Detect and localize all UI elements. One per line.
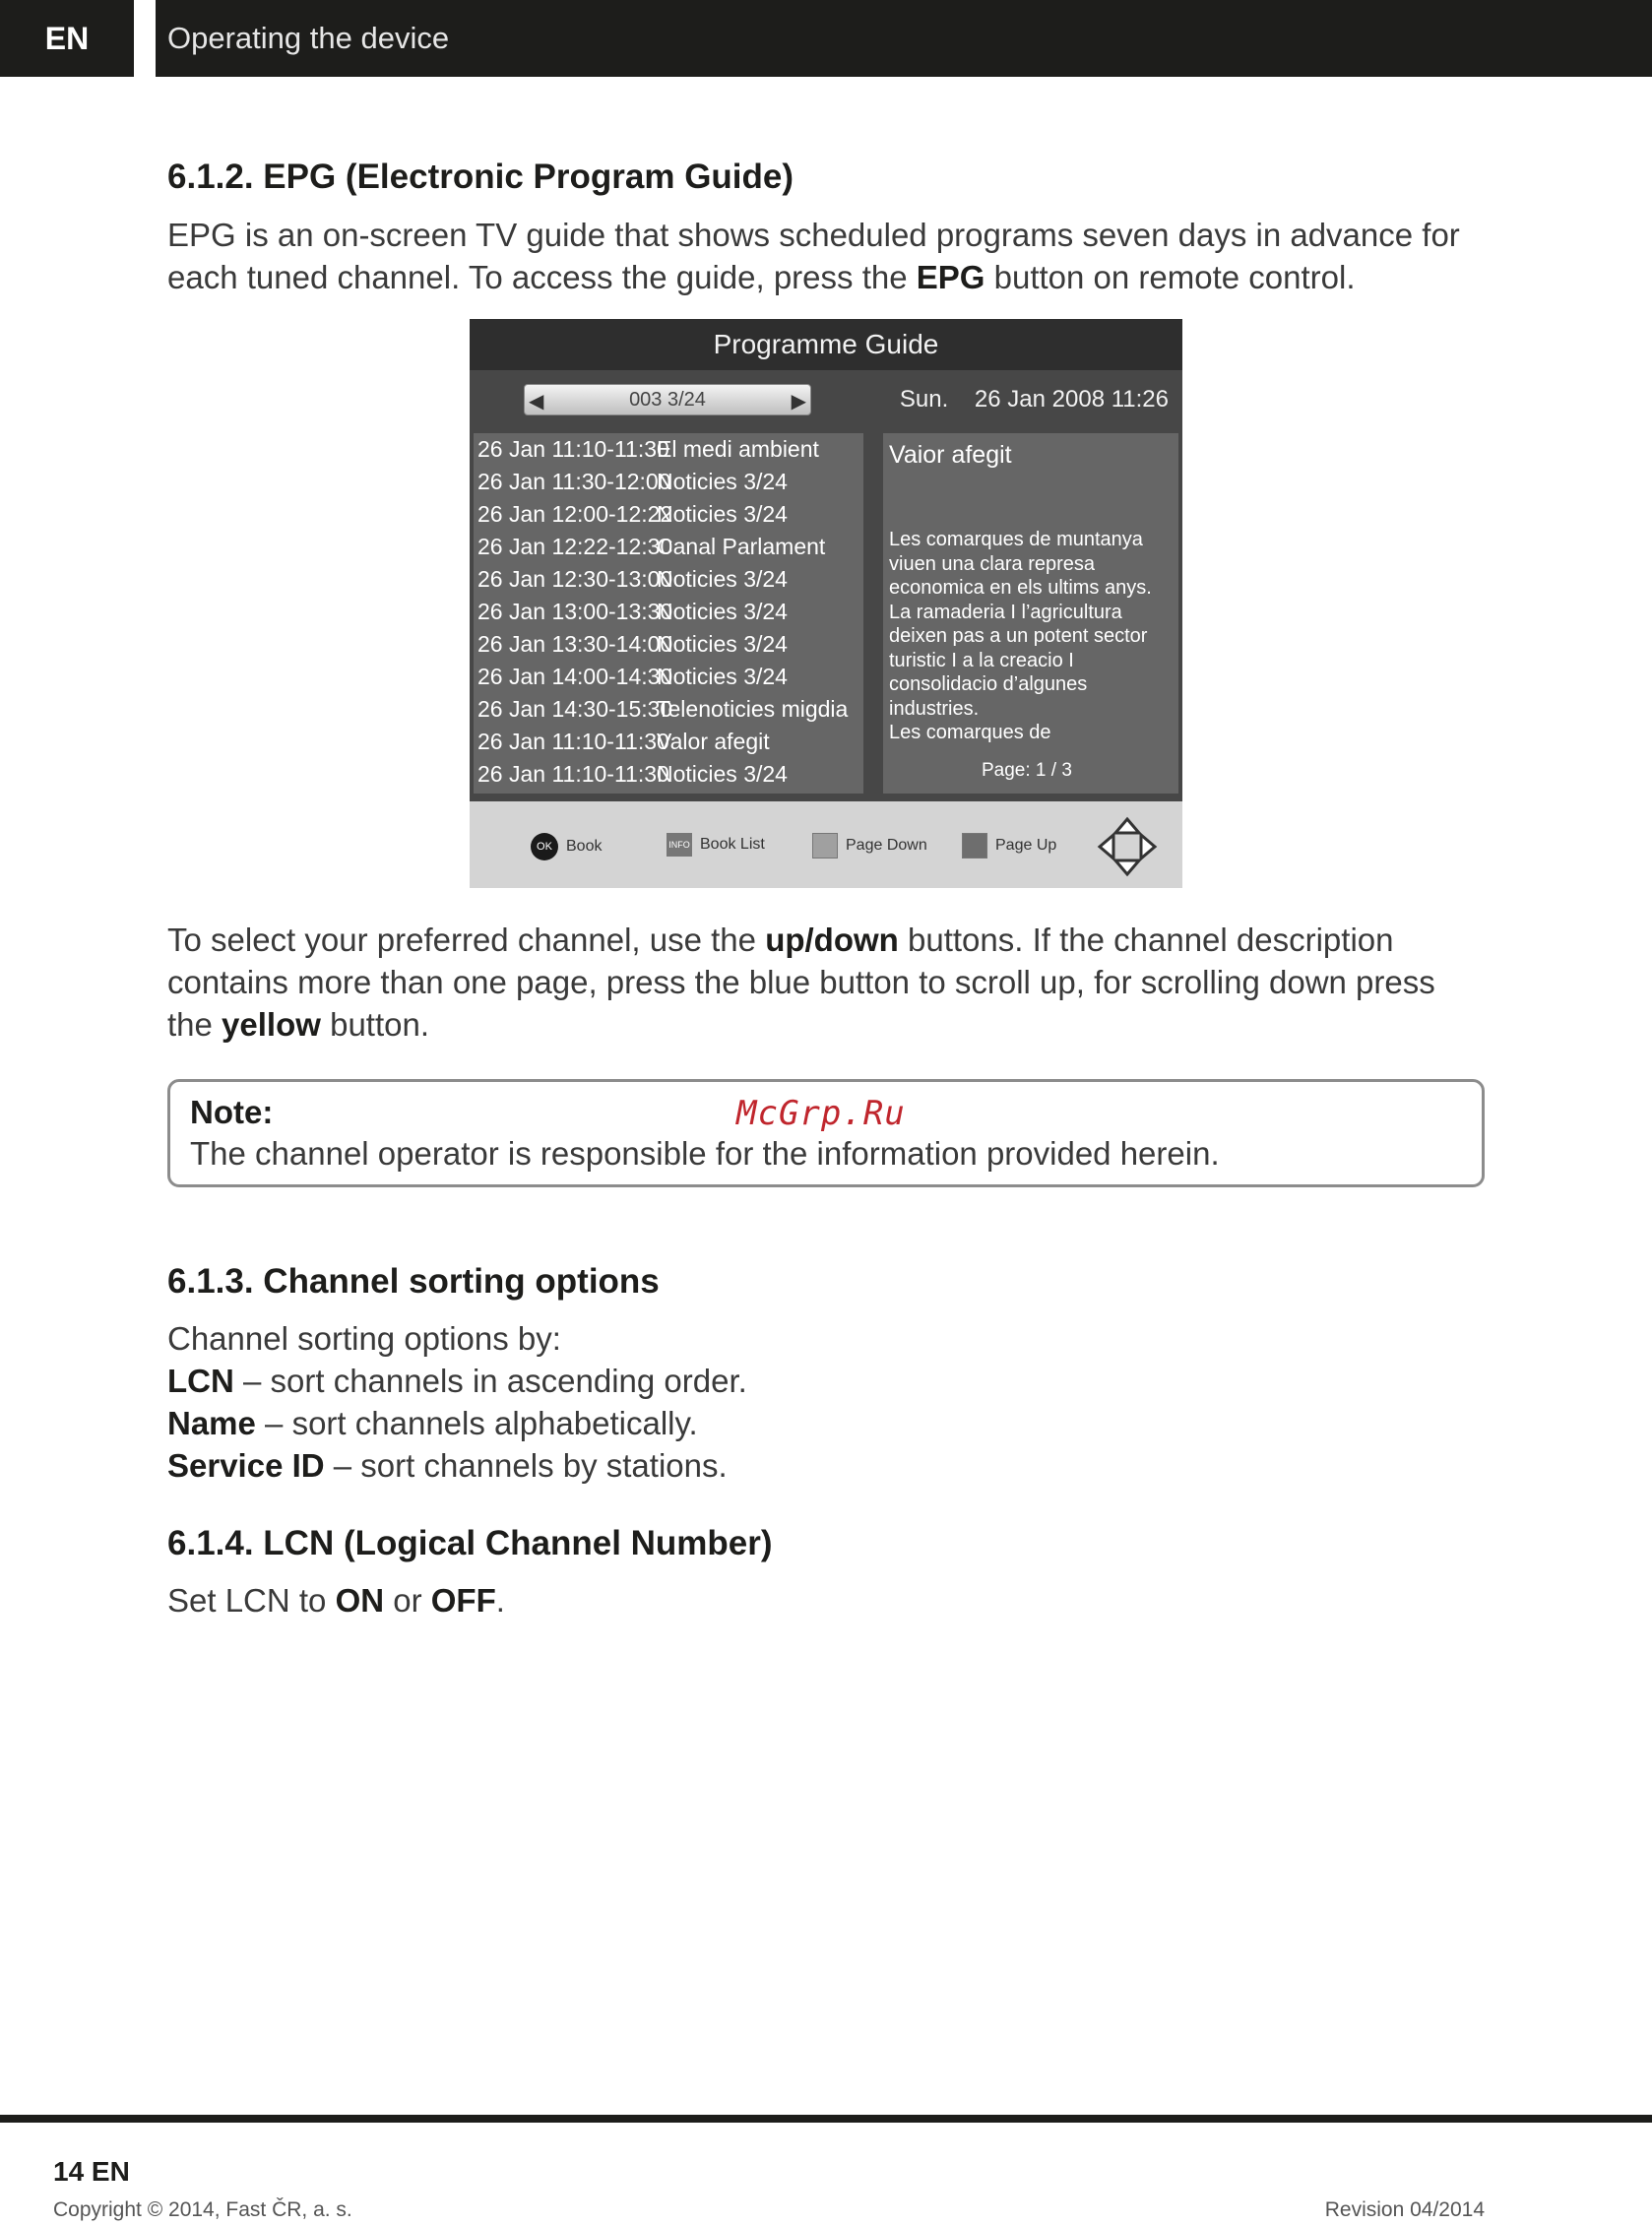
blue-button-icon (962, 833, 987, 859)
book-list-button[interactable]: INFO Book List (667, 833, 765, 857)
program-list (474, 433, 863, 794)
epg-heading: 6.1.2. EPG (Electronic Program Guide) (167, 158, 794, 196)
description-page-indicator: Page: 1 / 3 (982, 760, 1072, 781)
epg-footer-bar (470, 801, 1182, 888)
channel-selector[interactable] (524, 384, 811, 415)
program-row[interactable]: 26 Jan 12:00-12:22Noticies 3/24 (477, 501, 788, 527)
program-row[interactable]: 26 Jan 11:10-11:30El medi ambient (477, 436, 819, 462)
program-row[interactable]: 26 Jan 11:30-12:00Noticies 3/24 (477, 469, 788, 494)
yellow-button-icon (812, 833, 838, 859)
page-number: 14 EN (53, 2156, 130, 2187)
program-row[interactable]: 26 Jan 11:10-11:30Noticies 3/24 (477, 761, 788, 787)
watermark-text: McGrp.Ru (736, 1094, 906, 1133)
description-body: Les comarques de muntanya viuen una clara represa economica en els ultims anys. La ramaderia I l’agricultura deixen pas a un potent sector turistic I a la creacio I consolidacio d’algunes industries. Les comarques de (889, 529, 1152, 743)
note-label: Note: (190, 1094, 274, 1130)
arrow-right-icon: ▶ (791, 391, 806, 413)
sorting-list (167, 1317, 747, 1487)
program-row[interactable]: 26 Jan 12:22-12:30Canal Parlament (477, 534, 826, 559)
copyright: Copyright © 2014, Fast ČR, a. s. (53, 2198, 352, 2221)
sorting-heading: 6.1.3. Channel sorting options (167, 1262, 660, 1301)
program-row[interactable]: 26 Jan 12:30-13:00Noticies 3/24 (477, 566, 788, 592)
lcn-heading: 6.1.4. LCN (Logical Channel Number) (167, 1524, 773, 1562)
info-button-icon: INFO (667, 833, 692, 857)
arrow-left-icon: ◀ (529, 391, 544, 413)
sorting-intro: Channel sorting options by: (167, 1320, 561, 1357)
note-text: The channel operator is responsible for the information provided herein. (190, 1135, 1220, 1172)
ok-button-icon: OK (531, 833, 558, 860)
epg-intro: EPG is an on-screen TV guide that shows scheduled programs seven days in advance for each tuned channel. To access the guide, press the EPG button on remote control. (167, 217, 1460, 295)
footer-divider (0, 2115, 1652, 2123)
program-row[interactable]: 26 Jan 14:30-15:30Telenoticies migdia (477, 696, 849, 722)
book-button[interactable]: OK Book (531, 833, 602, 860)
sort-item-name: Name – sort channels alphabetically. (167, 1405, 698, 1441)
note-box (167, 1079, 1485, 1187)
language-tab: EN (0, 0, 134, 77)
sort-item-lcn: LCN – sort channels in ascending order. (167, 1363, 747, 1399)
epg-datetime: Sun. 26 Jan 2008 11:26 (899, 386, 1169, 413)
sort-item-service-id: Service ID – sort channels by stations. (167, 1447, 728, 1484)
select-channel-paragraph: To select your preferred channel, use the up/down buttons. If the channel description contains more than one page, press the blue button to scroll up, for scrolling down press the yellow button. (167, 922, 1435, 1043)
epg-main-panel (470, 319, 1182, 801)
channel-number: 003 3/24 (629, 389, 706, 411)
program-description (883, 433, 1178, 794)
description-title: Vaior afegit (889, 441, 1012, 469)
revision: Revision 04/2014 (1324, 2198, 1485, 2221)
epg-title: Programme Guide (470, 319, 1182, 370)
program-row[interactable]: 26 Jan 13:30-14:00Noticies 3/24 (477, 631, 788, 657)
program-row[interactable]: 26 Jan 11:10-11:30Valor afegit (477, 729, 770, 754)
lcn-text: Set LCN to ON or OFF. (167, 1582, 505, 1619)
epg-screenshot (470, 319, 1182, 888)
chapter-title: Operating the device (156, 0, 1652, 77)
program-row[interactable]: 26 Jan 14:00-14:30Noticies 3/24 (477, 664, 788, 689)
navigation-arrows-icon (1096, 815, 1159, 878)
program-row[interactable]: 26 Jan 13:00-13:30Noticies 3/24 (477, 599, 788, 624)
page-down-button[interactable]: Page Down (812, 833, 927, 859)
page-up-button[interactable]: Page Up (962, 833, 1056, 859)
page-header (0, 0, 1652, 77)
